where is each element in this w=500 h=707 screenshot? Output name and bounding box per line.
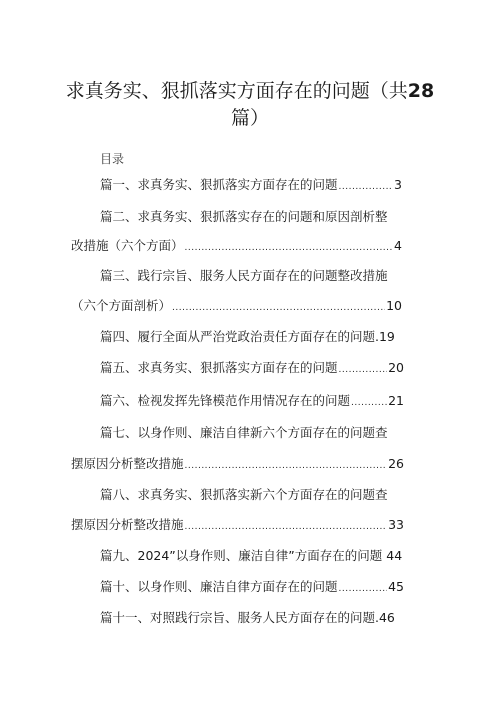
toc-entry-3[interactable] <box>100 267 410 285</box>
toc-entry-1[interactable] <box>100 176 402 194</box>
toc-entry-3-cont[interactable] <box>71 297 402 315</box>
leader-dots <box>172 299 385 317</box>
toc-page-number: 20 <box>388 360 404 375</box>
leader-dots <box>351 394 387 412</box>
leader-dots <box>185 457 388 475</box>
toc-entry-text: 篇八、求真务实、狠抓落实新六个方面存在的问题查 <box>100 487 388 502</box>
toc-entry-6[interactable] <box>100 392 404 410</box>
toc-entry-text: 篇一、求真务实、狠抓落实方面存在的问题 <box>100 177 338 192</box>
toc-page-number: 26 <box>388 456 404 471</box>
title-count: 28 <box>407 80 435 102</box>
toc-entry-text: 篇五、求真务实、狠抓落实方面存在的问题 <box>100 360 338 375</box>
toc-page-number: 21 <box>388 393 404 408</box>
toc-entry-7-cont[interactable] <box>71 455 404 473</box>
toc-entry-text: 摆原因分析整改措施 <box>71 517 184 532</box>
toc-entry-text: （六个方面剖析） <box>71 298 172 313</box>
leader-dots <box>185 518 388 536</box>
toc-entry-text: 摆原因分析整改措施 <box>71 456 184 471</box>
toc-entry-text: 篇六、检视发挥先锋模范作用情况存在的问题 <box>100 393 351 408</box>
toc-entry-4[interactable] <box>100 328 410 346</box>
toc-entry-2-cont[interactable] <box>71 237 402 255</box>
toc-entry-5[interactable] <box>100 359 404 377</box>
toc-page-number: 3 <box>394 177 402 192</box>
toc-entry-text: 篇三、践行宗旨、服务人民方面存在的问题整改措施 <box>100 268 388 283</box>
toc-heading: 目录 <box>100 152 125 166</box>
toc-entry-text: 篇九、2024”以身作则、廉洁自律”方面存在的问题 44 <box>100 548 403 563</box>
toc-entry-8-cont[interactable] <box>71 516 404 534</box>
toc-entry-text: 篇十、以身作则、廉洁自律方面存在的问题 <box>100 579 338 594</box>
leader-dots <box>339 178 394 196</box>
toc-entry-11[interactable] <box>100 609 410 627</box>
document-title <box>60 78 440 132</box>
toc-page-number: 10 <box>386 298 402 313</box>
toc-entry-text: 篇二、求真务实、狠抓落实存在的问题和原因剖析整 <box>100 209 388 224</box>
leader-dots <box>339 361 388 379</box>
title-tail: 篇） <box>230 107 269 129</box>
toc-entry-8[interactable] <box>100 486 410 504</box>
toc-page-number: 45 <box>388 579 404 594</box>
toc-entry-text: 改措施（六个方面） <box>71 238 184 253</box>
leader-dots <box>185 239 394 257</box>
toc-entry-text: 篇十一、对照践行宗旨、服务人民方面存在的问题.46 <box>100 610 395 625</box>
toc-entry-2[interactable] <box>100 208 410 226</box>
toc-entry-text: 篇四、履行全面从严治党政治责任方面存在的问题.19 <box>100 329 395 344</box>
toc-page-number: 33 <box>388 517 404 532</box>
toc-entry-10[interactable] <box>100 578 404 596</box>
toc-page-number: 4 <box>394 238 402 253</box>
toc-entry-text: 篇七、以身作则、廉洁自律新六个方面存在的问题查 <box>100 425 388 440</box>
toc-entry-9[interactable] <box>100 547 410 565</box>
leader-dots <box>339 580 388 598</box>
title-text: 求真务实、狠抓落实方面存在的问题（共 <box>65 80 408 102</box>
toc-entry-7[interactable] <box>100 424 410 442</box>
